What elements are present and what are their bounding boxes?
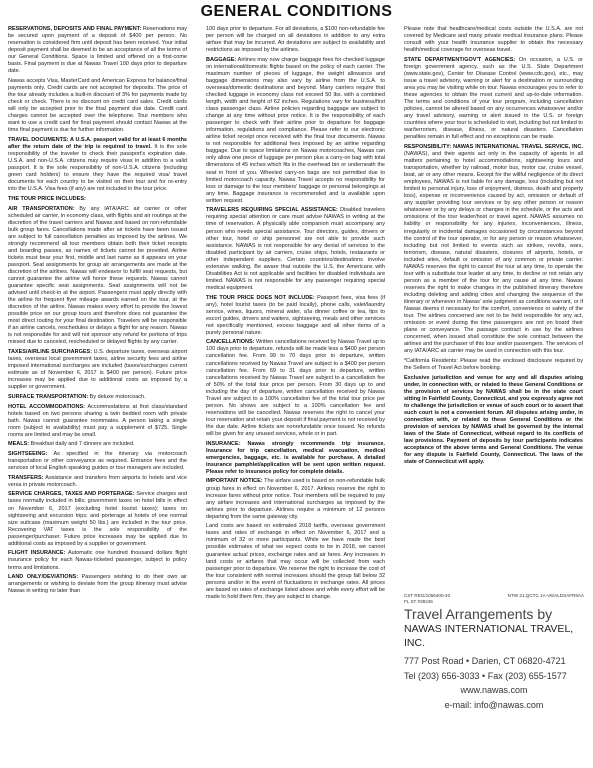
seller-of-travel-registration: CST REG/1056400-40 FL ST #38246 xyxy=(404,593,451,604)
paragraph-text: Automatic one hundred thousand dollars flight insurance policy for each Nawas-ticketed passenger, subject to policy terms and limitations. xyxy=(8,550,187,571)
condition-paragraph xyxy=(206,295,385,337)
paragraph-text: (NAWAS), and their agents act only in the capacity of agents in all matters pertaining to hotel accommodations, sightseeing tours and transportation, whether by railroad, motor bus, motor car, cruise vessel, boat, air or any other means. Except for the willful negligence of its direct employees, NAWAS is not liable for any damage, loss (including but not limited to personal injury, loss of enjoyment, distress, death and property loss), expense or inconvenience caused by act, omission or default of any supplier providing tour services or by any other person or reason whatsoever or by any delays or changes in the schedule, or the acts and omissions of the tour leader/host or travel agent. NAWAS assumes no liability or responsibility for any injuries, inconveniences, illness, irregularity or incidental damages occasioned by circumstances beyond the control of the tour operator, or for any person or reason whatsoever, including but not limited to events such as strikes, revolts, wars, terrorism, disease, natural disasters, closures of airports, hotels, or included sites, default or omission of any common or private carrier. NAWAS reserves the right to cancel the tour at any time, to operate the tour with a substitute tour leader at any time, to decline or not retain any person as a member of the tour for any cause at any time. Nawas reserves the right to make changes in the published itinerary therefore including deleting and adding cities and changing the sequence of the itinerary or whenever in Nawas' sole judgment as conditions warrant, or if Nawas deems it necessary for the comfort, convenience or safety of the tour. The airlines concerned are not to be held responsible for any act, omission or event during the time passengers are not on board their plane or conveyance. The passage contract in use by the airlines concerned, when issued shall constitute the sole contract between the airlines and the purchaser of this tour and/or passengers. The services of any IATA/ARC air carrier may be used in connection with this tour. xyxy=(404,150,583,355)
paragraph-heading: TRANSFERS: xyxy=(8,474,44,481)
company-address: 777 Post Road • Darien, CT 06820-4721 xyxy=(404,656,566,666)
condition-paragraph xyxy=(206,339,385,438)
paragraph-text: Assistance and transfers from airports to hotels and vice versa in private motorcoach. xyxy=(8,474,187,488)
condition-paragraph xyxy=(8,394,187,401)
condition-paragraph xyxy=(8,137,187,193)
paragraph-text: U.S. departure taxes, overseas airport taxes, overseas local government taxes, airline security fees and airline imposed international surcharges are included (taxes/surcharges current estimate as of November 6, 2017 is $400 per person). Future price increases may be applied due to additional costs as imposed by a supplier or government. xyxy=(8,349,187,391)
column-2 xyxy=(206,26,385,762)
condition-paragraph xyxy=(8,404,187,439)
paragraph-text: *California Residents: Please read the enclosed disclosure required by the Sellers of Travel Act before booking. xyxy=(404,357,583,371)
paragraph-heading: Exclusive jurisdiction and venue for any and all disputes arising under, in connection with, or related to these General Conditions or the provision of services by NAWAS shall be in the state court sitting in Fairfield County, Connecticut, and you expressly agree not to challenge the jurisdiction or venue of such court or to assert that such court is not a convenient forum. All disputes arising under, in connection with, or related to these General Conditions or the provision of services by NAWAS shall be governed by the internal laws of the State of Connecticut, without regard to its conflicts of law provisions. Payment of deposits by tour participants indicates acceptance of the above terms and General Conditions. The venue for any dispute is Fairfield County, Connecticut. The laws of the state of Connecticut will apply. xyxy=(404,374,583,466)
condition-paragraph xyxy=(206,26,385,54)
condition-paragraph xyxy=(404,375,583,467)
condition-paragraph xyxy=(8,451,187,472)
paragraph-heading: FLIGHT INSURANCE: xyxy=(8,550,66,557)
condition-paragraph xyxy=(8,475,187,489)
paragraph-heading: AIR TRANSPORTATION: xyxy=(8,205,75,212)
paragraph-heading: SURFACE TRANSPORTATION: xyxy=(8,393,89,400)
paragraph-text: By deluxe motorcoach. xyxy=(88,393,146,400)
paragraph-text: Breakfast daily and 7 dinners are included. xyxy=(29,441,135,448)
registration-fineprint xyxy=(404,593,584,605)
paragraph-text: Airlines may now charge baggage fees for checked luggage on international/domestic flights based on the policy of each carrier. The maximum number of pieces of luggage, the weight allowance and baggage dimensions may also vary by airline from the U.S.A. to overseas/domestic destinations and beyond. Many carriers require that checked luggage in economy class not exceed 50 lbs. with a combined length, width and height of 62 inches. Regulations vary for business/first class passenger class. Airline policies regarding baggage are subject to change at any time without prior notice. It is the responsibility of each passenger to check with their airline prior to departure for baggage information, regulations and compliance. Please refer to our electronic airline ticket receipt once received with the final tour documents. Nawas is not responsible for additional fees imposed by an airline regarding baggage. Due to space limitations on Nawas motorcoaches, Nawas can only allow one piece of luggage per person plus a carry-on bag with total dimensions of 45 inches which fits in the overhead bin or underneath the seat in front of you. Wheeled carry-on bags are not permitted due to limited motorcoach capacity. Nawas Travel accepts no responsibility for loss or damage to the tour members' baggage or personal belongings at any time. Baggage insurance is recommended and is available upon written request. xyxy=(206,56,385,204)
page-title: GENERAL CONDITIONS xyxy=(200,3,393,20)
condition-paragraph xyxy=(206,523,385,601)
paragraph-heading: THE TOUR PRICE DOES NOT INCLUDE: xyxy=(206,294,315,301)
paragraph-heading: INSURANCE: Nawas strongly recommends trip insurance. Insurance for trip cancellation, medical evacuation, medical emergencies, baggage, etc. is available for purchase. A detailed insurance pamphlet/application will be sent upon written request. Please refer to insurance policy for complete details. xyxy=(206,440,385,475)
paragraph-text: 100 days prior to departure. For all deviations, a $100 non-refundable fee per person will be charged on all deviations in addition to any extra airfare that may be incurred. Air deviations are subject to availability and restrictions as imposed by the airlines. xyxy=(206,26,385,54)
paragraph-text: Reservations may be secured upon payment of a deposit of $400 per person. No reservation is considered firm until deposit has been received. Your initial deposit payment shall be deemed to be an acceptance of all the terms of our General Conditions. Space is limited and offered on a first-come basis. Final payment is due at Nawas Travel 100 days prior to departure date. xyxy=(8,26,187,75)
paragraph-heading: SIGHTSEEING: xyxy=(8,451,48,458)
paragraph-heading: RESPONSIBILITY: NAWAS INTERNATIONAL TRAVEL SERVICE, INC. xyxy=(404,143,583,150)
condition-paragraph xyxy=(8,349,187,391)
paragraph-text: Passengers wishing to do their own air arrangements or wishing to deviate from the group itinerary must advise Nawas in writing no later than xyxy=(8,574,187,595)
paragraph-heading: TRAVEL DOCUMENTS: A U.S.A. passport valid for at least 6 months after the return date of the trip is required to travel. xyxy=(8,136,187,150)
condition-paragraph xyxy=(8,26,187,75)
paragraph-heading: STATE DEPARTMENT/GOV'T AGENCIES: xyxy=(404,56,516,63)
paragraph-heading: CANCELLATIONS: xyxy=(206,339,255,346)
company-footer xyxy=(404,606,584,712)
condition-paragraph xyxy=(404,358,583,372)
condition-paragraph xyxy=(8,196,187,203)
column-3 xyxy=(404,26,583,600)
paragraph-heading: RESERVATIONS, DEPOSITS AND FINAL PAYMENT: xyxy=(8,26,142,32)
condition-paragraph xyxy=(8,78,187,134)
paragraph-text: Please note that healthcare/medical costs outside the U.S.A. are not covered by Medicare and many private medical insurance plans. Please consult with your health insurance supplier to obtain the necessary health/medical coverage for overseas travel. xyxy=(404,26,583,54)
condition-paragraph xyxy=(8,206,187,347)
paragraph-heading: SERVICE CHARGES, TAXES AND PORTERAGE: xyxy=(8,491,135,498)
paragraph-text: Disabled travelers requiring special attention or care must advise NAWAS in writing at the time of reservation. A physically able companion must accompany any person who needs special assistance. Tour directors, guides, drivers or other tour, hotel or ship personnel are not able to provide such assistance. NAWAS is not responsible for any denial of services to the disabled participant by air carriers, cruise ships, hotels, restaurants or other independent suppliers. Certain countries/destinations involve extensive walking. Be aware that outside the U.S. the Americans with Disabilities Act is not applicable and facilities for disabled individuals are limited. NAWAS is not responsible for any passenger requiring special medical equipment. xyxy=(206,207,385,291)
footer-tagline: Travel Arrangements by xyxy=(404,606,553,622)
paragraph-heading: MEALS: xyxy=(8,441,30,448)
paragraph-heading: LAND ONLY/DEVIATIONS: xyxy=(8,574,79,581)
paragraph-text: Land costs are based on estimated 2018 tariffs, overseas government taxes and rates of exchange in effect on November 6, 2017 and a minimum of 32 or more participants. While we have made the best possible estimates of what we expect costs to be in 2018, we cannot guarantee actual prices, exchange rates and air fares. Any increases in land costs or airfares that may occur will be collected from each passenger prior to departure. We reserve the right to increase the cost of the tour consistent with normal increases should the group fall below 32 persons and/or in the event of fluctuations in exchange rates. All prices are based on rates of exchange listed above and while every effort will be made to hold them firm, they are subject to change. xyxy=(206,523,385,600)
paragraph-heading: TRAVELERS REQUIRING SPECIAL ASSISTANCE: xyxy=(206,207,338,214)
paragraph-heading: THE TOUR PRICE INCLUDES: xyxy=(8,195,86,202)
paragraph-text: Passport fees, visa fees (if any), hotel tourist taxes (to be paid locally), phone calls, valet/laundry service, wines, liquors, mineral water, a'la dinner coffee or tea, tips to escort guides, drivers and waiters, sightseeing, meals and other services not specifically mentioned, excess baggage and all other items of a purely personal nature. xyxy=(206,294,385,336)
condition-paragraph xyxy=(404,57,583,142)
company-name: NAWAS INTERNATIONAL TRAVEL, INC. xyxy=(404,623,574,649)
paragraph-text: Nawas accepts Visa, MasterCard and American Express for balance/final payments only. Credit cards are not accepted for deposits. The price of the tour already includes a built-in discount of 3% for payments made by check or check. There is no discount on credit card sales. Credit cards will only be accepted prior to the final payment due date. Credit card charges cannot be accepted over the telephone. Tour members who want to use a credit card for final payment should contact Nawas at the time final payment is due for further information. xyxy=(8,77,187,134)
company-phones: Tel (203) 656-3033 • Fax (203) 655-1577 xyxy=(404,670,567,681)
condition-paragraph xyxy=(206,478,385,520)
paragraph-text: Service charges and taxes normally included in bills; government taxes on hotel bills in effect on November 6, 2017 (excluding hotel tourist taxes); taxes on sightseeing and excursion trips; and porterage at hotels of one normal size suitcase (maximum weight 50 lbs.) are included in the tour price. Recovering VAT taxes is the sole responsibility of the passenger/purchaser. Future price increases may be applied due to additional costs as imposed by a supplier or government. xyxy=(8,491,187,547)
condition-paragraph xyxy=(206,207,385,292)
paragraph-text: By any IATA/ARC air carrier or other scheduled air carrier, in economy class, with flights and air routings at the discretion of the travel carriers and Nawas and based on non-refundable bulk group fares. Cancellations made after air tickets have been issued are subject to full cancellation penalties as imposed by the airlines. We strongly recommend all tour members obtain both their ticket receipts and boarding passes, as names of tickets cannot be provided. Airline tickets must bear your first, middle and last name as it appears on your passport. Seat assignments for group air arrangements are made at the discretion of the airlines. Nawas will endeavor to fulfill seat requests, but cannot guarantee the airline will honor these requests. Nawas cannot guarantee specific seat assignments. Seat assignments will not be advised until check-in at the airport. Passengers must apply directly with the airline for frequent flyer mileage awards earned on the tour, at the discretion of the airline. Nawas makes every effort to provide the lowest possible price on our group tours and therefore does not guarantee the most direct routing for your final destination. Travelers will be responsible if an airline cancels, reschedules or delays a flight for any reason. Nawas is not responsible for and will not sponsor any refund for portions of trips missed due to canceled, rescheduled or delayed flights by any carrier. xyxy=(8,205,187,346)
paragraph-text: The airfare used is based on non-refundable bulk group fares in effect on November 6, 2017. Airlines reserve the right to increase fares without prior notice. Tour members will be required to pay any airfare increases and international surcharges as imposed by the airlines prior to departure. Airlines require a minimum of 12 persons departing from the same gateway city. xyxy=(206,478,385,520)
form-code: NTW 21.QCTC 1A-V6/ALDSAFR8AA xyxy=(507,593,584,598)
column-1 xyxy=(8,26,187,762)
condition-paragraph xyxy=(8,550,187,571)
condition-paragraph xyxy=(8,491,187,547)
paragraph-heading: TAXES/AIRLINE SURCHARGES: xyxy=(8,349,93,356)
paragraph-text: As specified in the itinerary via motorcoach transportation or other conveyance as required. Entrance fees and the services of local English speaking guides or tour managers are included. xyxy=(8,451,187,472)
condition-paragraph xyxy=(404,144,583,355)
paragraph-text: Accommodations at first class/standard hotels based on two persons sharing a twin bedded room with private bath. Nawas cannot guarantee roommates. A person taking a single room (subject to availability) must pay a supplement of $725. Single rooms are limited and may be small. xyxy=(8,403,187,438)
website-link[interactable]: www.nawas.com xyxy=(460,685,528,695)
condition-paragraph xyxy=(206,441,385,476)
paragraph-heading: HOTEL ACCOMMODATIONS: xyxy=(8,403,85,410)
paragraph-heading: BAGGAGE: xyxy=(206,56,237,63)
condition-paragraph xyxy=(8,574,187,595)
paragraph-text: It is the sole responsibility of the traveler to check their passport's expiration date. U.S.A. and non-U.S.A. citizens may require visas in addition to a valid passport. It is the sole responsibility of non-U.S.A. citizens (including green card holders) to ensure they have the required visa/ travel documents for each country to be visited on their tour and for re-entry into the U.S.A. Visa fees (if any) are not included in the tour price. xyxy=(8,143,187,193)
paragraph-text: On occasion, a U.S. or foreign government agency, such as the U.S. State Department (www.state.gov), Center for Disease Control (www.cdc.gov), etc., may issue a travel advisory, warning or alert for a destination or surrounding area you may be visiting while on tour. Nawas encourages you to refer to these agencies to obtain the most current and up-to-date information. The terms and conditions of your tour program, including cancellation policies, cannot be altered based on any occurrences whatsoever and/or any travel advisory, warning or alert issued in the U.S. or foreign countries where your tour is scheduled to visit, including but not limited to war/terrorism, disease, illness, or natural disasters. Cancellation penalties remain in full effect and no exceptions can be made. xyxy=(404,56,583,141)
condition-paragraph xyxy=(8,441,187,448)
condition-paragraph xyxy=(404,26,583,54)
condition-paragraph xyxy=(206,57,385,205)
paragraph-heading: IMPORTANT NOTICE: xyxy=(206,478,263,485)
email-link[interactable]: e-mail: info@nawas.com xyxy=(444,699,544,710)
paragraph-text: Written cancellations received by Nawas Travel up to 100 days prior to departure, refunds will be made less a $400 per person cancellation fee. From 99 to 70 days prior to departure, written cancellations received by Nawas Travel are subject to a $400 per person cancellation fee. From 69 to 31 days prior to departure, written cancellations received by Nawas Travel are subject to a cancellation fee of 50% of the total tour price per person. From 30 days up to and including the day of departure, written cancellation received by Nawas Travel are subject to a 100% cancellation fee of the total tour price per person. No shows are subject to a 100% cancellation fee and reservations will be cancelled. Nawas reserves the right to cancel your tour reservation and retain your deposit if final payment is not received by the due date. Airline tickets are nonrefundable once issued. No refunds will be given for any unused services, whole or in part. xyxy=(206,339,385,437)
